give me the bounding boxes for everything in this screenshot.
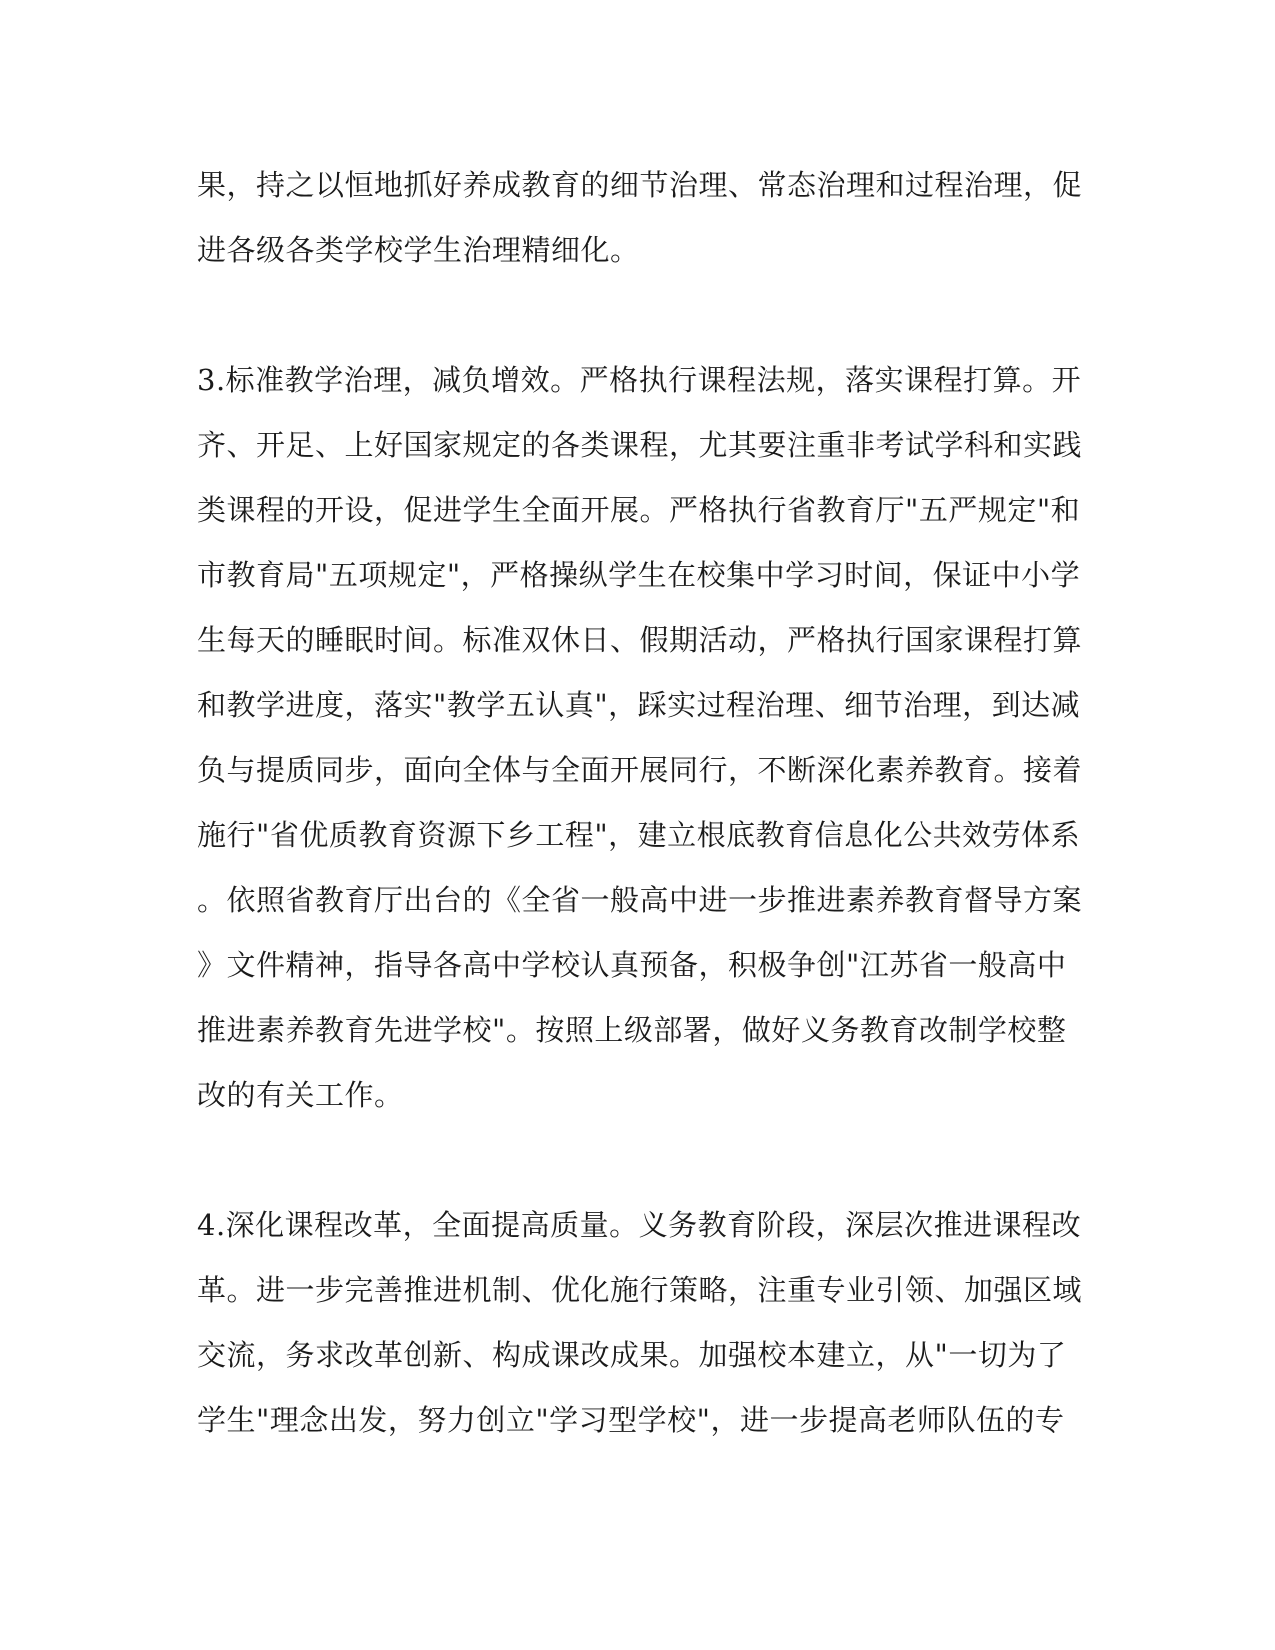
- paragraph-line: 4.深化课程改革，全面提高质量。义务教育阶段，深层次推进课程改: [197, 1208, 1082, 1242]
- paragraph-line: 》文件精神，指导各高中学校认真预备，积极争创"江苏省一般高中: [197, 948, 1067, 982]
- paragraph-line: 施行"省优质教育资源下乡工程"，建立根底教育信息化公共效劳体系: [197, 818, 1081, 852]
- paragraph-line: 和教学进度，落实"教学五认真"，踩实过程治理、细节治理，到达减: [197, 688, 1081, 722]
- document-body: [197, 153, 1083, 1453]
- paragraph-line: 生每天的睡眠时间。标准双休日、假期活动，严格执行国家课程打算: [197, 623, 1083, 657]
- paragraph-line: 市教育局"五项规定"，严格操纵学生在校集中学习时间，保证中小学: [197, 558, 1081, 592]
- paragraph-line: 负与提质同步，面向全体与全面开展同行，不断深化素养教育。接着: [197, 753, 1083, 787]
- paragraph-line: 学生"理念出发，努力创立"学习型学校"，进一步提高老师队伍的专: [197, 1403, 1065, 1437]
- paragraph-line: 交流，务求改革创新、构成课改成果。加强校本建立，从"一切为了: [197, 1338, 1067, 1372]
- paragraph-line: 3.标准教学治理，减负增效。严格执行课程法规，落实课程打算。开: [197, 363, 1082, 397]
- paragraph-line: 革。进一步完善推进机制、优化施行策略，注重专业引领、加强区域: [197, 1273, 1083, 1307]
- paragraph-line: 进各级各类学校学生治理精细化。: [197, 233, 640, 267]
- paragraph-gap: [197, 283, 1077, 348]
- paragraph-1: [197, 153, 1083, 283]
- paragraph-item-4: [197, 1193, 1083, 1453]
- paragraph-line: 改的有关工作。: [197, 1078, 404, 1112]
- paragraph-line: 。依照省教育厅出台的《全省一般高中进一步推进素养教育督导方案: [197, 883, 1083, 917]
- paragraph-item-3: [197, 348, 1083, 1128]
- paragraph-line: 类课程的开设，促进学生全面开展。严格执行省教育厅"五严规定"和: [197, 493, 1081, 527]
- paragraph-line: 齐、开足、上好国家规定的各类课程，尤其要注重非考试学科和实践: [197, 428, 1083, 462]
- paragraph-line: 推进素养教育先进学校"。按照上级部署，做好义务教育改制学校整: [197, 1013, 1067, 1047]
- paragraph-line: 果，持之以恒地抓好养成教育的细节治理、常态治理和过程治理，促: [197, 168, 1083, 202]
- paragraph-gap: [197, 1128, 1077, 1193]
